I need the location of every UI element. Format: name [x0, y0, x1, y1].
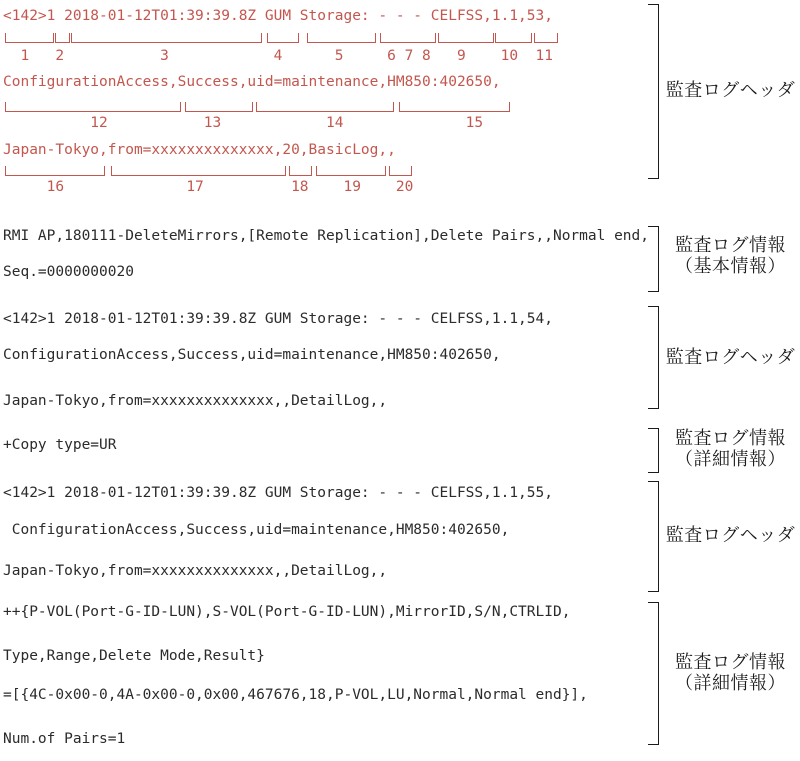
- field-range-bracket: [111, 166, 286, 176]
- field-range-bracket: [399, 102, 509, 112]
- section-bracket: [648, 602, 659, 745]
- section-label: [661, 235, 800, 277]
- section-label-line: 監査ログヘッダ: [665, 525, 796, 546]
- log-line: Japan-Tokyo,from=xxxxxxxxxxxxxx,,DetailLog,,: [3, 393, 388, 409]
- audit-log-header-line: <142>1 2018-01-12T01:39:39.8Z GUM Storage: - - - CELFSS,1.1,53,: [3, 8, 553, 24]
- log-line: <142>1 2018-01-12T01:39:39.8Z GUM Storage: - - - CELFSS,1.1,55,: [3, 485, 553, 501]
- section-label: [661, 347, 800, 368]
- section-label: [661, 652, 800, 694]
- log-line: Type,Range,Delete Mode,Result}: [3, 648, 265, 664]
- section-label-line: 監査ログ情報: [675, 428, 786, 449]
- log-line: +Copy type=UR: [3, 437, 117, 453]
- log-line: ConfigurationAccess,Success,uid=maintenance,HM850:402650,: [3, 522, 510, 538]
- field-range-bracket: [289, 166, 312, 176]
- log-line: ++{P-VOL(Port-G-ID-LUN),S-VOL(Port-G-ID-LUN),MirrorID,S/N,CTRLID,: [3, 604, 571, 620]
- field-range-bracket: [185, 102, 253, 112]
- field-range-bracket: [316, 166, 386, 176]
- section-label-line: 監査ログヘッダ: [665, 347, 796, 368]
- field-range-bracket: [5, 33, 54, 43]
- section-label-line: （詳細情報）: [675, 449, 786, 470]
- section-bracket: [648, 428, 659, 473]
- field-range-bracket: [71, 33, 262, 43]
- log-line: RMI AP,180111-DeleteMirrors,[Remote Replication],Delete Pairs,,Normal end,: [3, 228, 650, 244]
- section-label: [661, 80, 800, 101]
- field-range-bracket: [380, 33, 436, 43]
- field-range-bracket: [389, 166, 412, 176]
- field-range-bracket: [5, 102, 182, 112]
- section-label: [661, 428, 800, 470]
- section-label-line: （基本情報）: [675, 256, 786, 277]
- field-range-bracket: [55, 33, 70, 43]
- section-bracket: [648, 4, 659, 179]
- field-range-bracket: [307, 33, 376, 43]
- section-label-line: 監査ログヘッダ: [665, 80, 796, 101]
- log-line: <142>1 2018-01-12T01:39:39.8Z GUM Storage: - - - CELFSS,1.1,54,: [3, 311, 553, 327]
- audit-log-header-line: ConfigurationAccess,Success,uid=maintenance,HM850:402650,: [3, 74, 501, 90]
- audit-log-header-line: Japan-Tokyo,from=xxxxxxxxxxxxxx,20,BasicLog,,: [3, 142, 396, 158]
- section-bracket: [648, 306, 659, 409]
- field-range-bracket: [438, 33, 494, 43]
- field-range-bracket: [267, 33, 300, 43]
- field-numbers-row: 1 2 3 4 5 6 7 8 9 10 11: [3, 48, 553, 64]
- log-line: =[{4C-0x00-0,4A-0x00-0,0x00,467676,18,P-VOL,LU,Normal,Normal end}],: [3, 687, 588, 703]
- section-label: [661, 525, 800, 546]
- log-line: Num.of Pairs=1: [3, 731, 126, 747]
- section-label-line: （詳細情報）: [675, 673, 786, 694]
- log-line: Seq.=0000000020: [3, 264, 134, 280]
- field-numbers-row: 12 13 14 15: [3, 115, 484, 131]
- section-label-line: 監査ログ情報: [675, 652, 786, 673]
- section-bracket: [648, 226, 659, 292]
- field-numbers-row: 16 17 18 19 20: [3, 179, 414, 195]
- section-bracket: [648, 481, 659, 592]
- field-range-bracket: [256, 102, 394, 112]
- field-range-bracket: [5, 166, 105, 176]
- section-label-line: 監査ログ情報: [675, 235, 786, 256]
- log-line: Japan-Tokyo,from=xxxxxxxxxxxxxx,,DetailLog,,: [3, 563, 388, 579]
- field-range-bracket: [534, 33, 559, 43]
- field-range-bracket: [495, 33, 532, 43]
- log-line: ConfigurationAccess,Success,uid=maintenance,HM850:402650,: [3, 347, 501, 363]
